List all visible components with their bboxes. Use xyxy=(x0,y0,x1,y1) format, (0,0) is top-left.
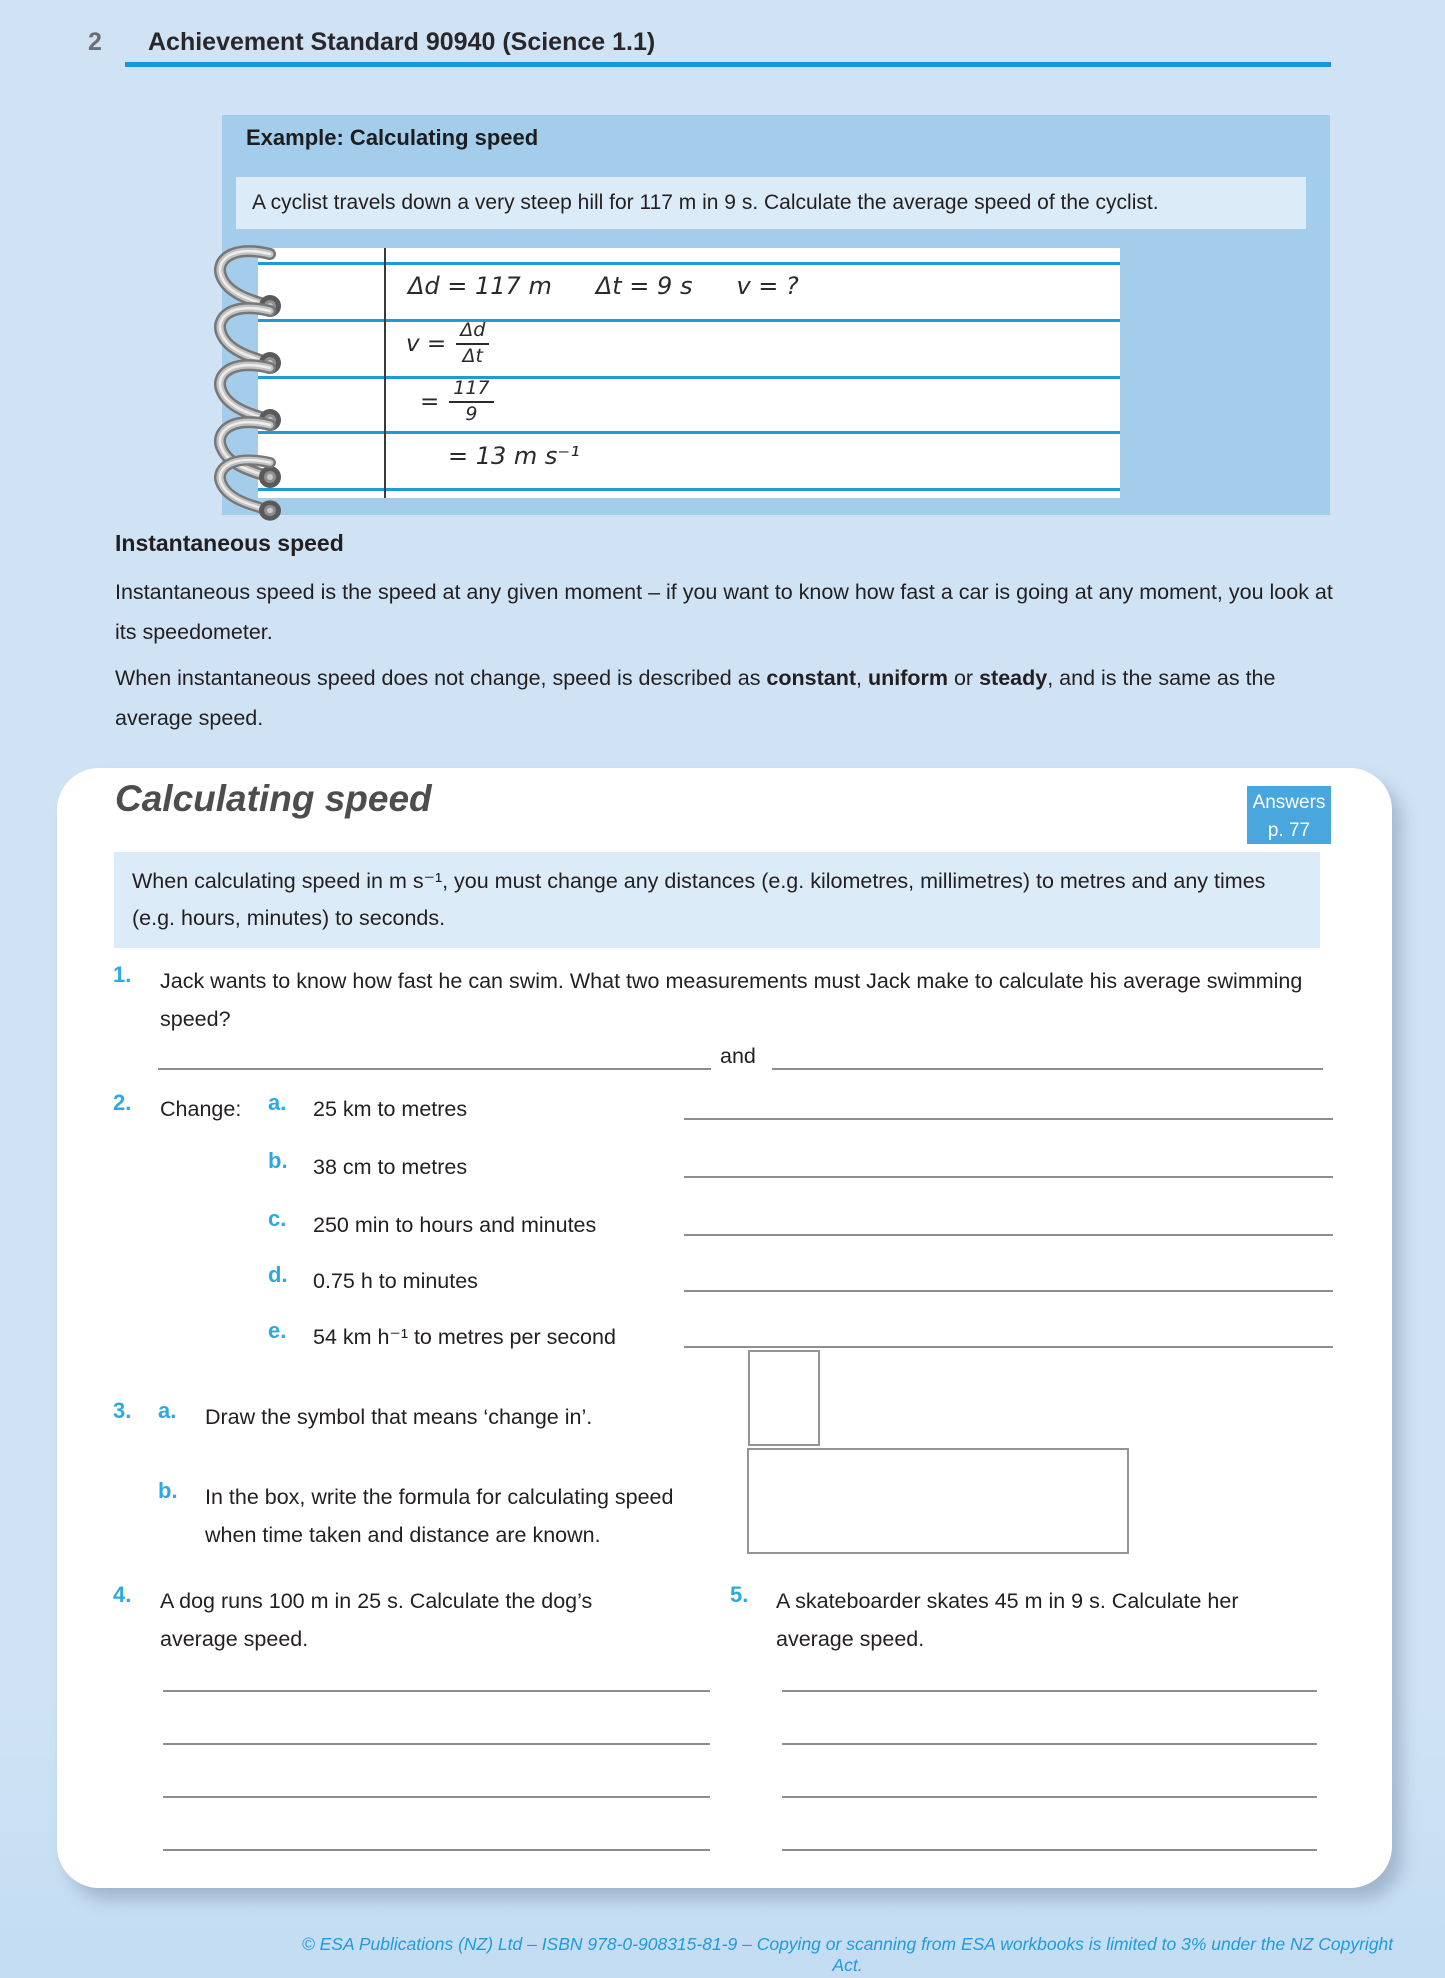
ruled-line xyxy=(258,376,1120,379)
q3b-letter: b. xyxy=(158,1478,178,1503)
question-2-number: 2. xyxy=(113,1090,132,1115)
substitution-fraction xyxy=(449,378,493,426)
worked-solution-formula xyxy=(406,320,489,368)
q2c-letter: c. xyxy=(268,1206,287,1231)
question-5-text: A skateboarder skates 45 m in 9 s. Calculate her average speed. xyxy=(776,1589,1239,1651)
answer-line-q2b[interactable] xyxy=(684,1176,1333,1178)
answers-page-badge[interactable] xyxy=(1247,786,1331,844)
q2d-text: 0.75 h to minutes xyxy=(313,1269,478,1293)
q2a-letter: a. xyxy=(268,1090,287,1115)
worked-solution-result: = 13 m s⁻¹ xyxy=(448,442,580,470)
paragraph-constant-speed xyxy=(115,658,1335,738)
substitution-lhs: = xyxy=(420,388,440,415)
answer-line-q2c[interactable] xyxy=(684,1234,1333,1236)
answer-line-q5-1[interactable] xyxy=(782,1690,1317,1692)
fraction-numerator: Δd xyxy=(456,320,489,345)
given-distance: Δd = 117 m xyxy=(408,272,552,300)
question-5-number: 5. xyxy=(730,1582,749,1607)
answer-line-q1-first[interactable] xyxy=(158,1068,711,1070)
section-heading: Instantaneous speed xyxy=(115,530,344,556)
header-rule xyxy=(125,62,1331,67)
q3a-text: Draw the symbol that means ‘change in’. xyxy=(205,1405,593,1429)
answer-line-q5-3[interactable] xyxy=(782,1796,1317,1798)
answer-line-q5-4[interactable] xyxy=(782,1849,1317,1851)
notebook-margin-line xyxy=(384,248,386,498)
copyright-footer: © ESA Publications (NZ) Ltd – ISBN 978-0-908315-81-9 – Copying or scanning from ESA workbooks is limited to 3% under the NZ Copyright Act. xyxy=(301,1934,1394,1975)
given-unknown: v = ? xyxy=(736,272,799,300)
page-number: 2 xyxy=(88,28,102,56)
question-2-label: Change: xyxy=(160,1097,242,1121)
paragraph-text: When instantaneous speed does not change, speed is described as xyxy=(115,666,767,690)
given-time: Δt = 9 s xyxy=(595,272,693,300)
bold-term-constant: constant xyxy=(766,666,857,690)
answers-badge-line2: p. 77 xyxy=(1267,819,1311,841)
formula-lhs: v = xyxy=(406,330,447,357)
question-1-text: Jack wants to know how fast he can swim. What two measurements must Jack make to calculate his average swimming speed? xyxy=(160,969,1303,1031)
ruled-line xyxy=(258,319,1120,322)
answers-badge-line1: Answers xyxy=(1252,792,1326,813)
answer-line-q4-4[interactable] xyxy=(163,1849,710,1851)
q3a-letter: a. xyxy=(158,1398,177,1423)
answer-line-q2d[interactable] xyxy=(684,1290,1333,1292)
q1-connector: and xyxy=(720,1044,756,1068)
fraction-denominator: Δt xyxy=(462,344,483,367)
ruled-line xyxy=(258,262,1120,265)
q2d-letter: d. xyxy=(268,1262,288,1287)
ruled-line xyxy=(258,488,1120,491)
q2c-text: 250 min to hours and minutes xyxy=(313,1213,597,1237)
answer-line-q2e[interactable] xyxy=(684,1346,1333,1348)
example-problem xyxy=(236,177,1306,229)
paragraph-text: , xyxy=(856,666,868,690)
example-problem-text: A cyclist travels down a very steep hill for 117 m in 9 s. Calculate the average speed of the cyclist. xyxy=(252,191,1159,214)
bold-term-steady: steady xyxy=(979,666,1048,690)
fraction-numerator: 117 xyxy=(449,378,493,403)
q2b-text: 38 cm to metres xyxy=(313,1155,468,1179)
example-panel xyxy=(222,115,1330,515)
example-title: Example: Calculating speed xyxy=(246,125,539,150)
worked-solution-givens xyxy=(408,272,843,300)
answer-line-q4-1[interactable] xyxy=(163,1690,710,1692)
formula-fraction xyxy=(456,320,489,368)
bold-term-uniform: uniform xyxy=(867,666,948,690)
notebook-illustration xyxy=(258,248,1120,498)
paragraph-instantaneous: Instantaneous speed is the speed at any given moment – if you want to know how fast a car is going at any moment, you look at its speedometer. xyxy=(115,580,1333,644)
q3b-text: In the box, write the formula for calculating speed when time taken and distance are known. xyxy=(205,1485,674,1547)
q2a-text: 25 km to metres xyxy=(313,1097,468,1121)
exercise-title: Calculating speed xyxy=(115,778,432,819)
question-1-number: 1. xyxy=(113,962,132,987)
answer-line-q5-2[interactable] xyxy=(782,1743,1317,1745)
question-4-text: A dog runs 100 m in 25 s. Calculate the dog’s average speed. xyxy=(160,1589,593,1651)
answer-line-q2a[interactable] xyxy=(684,1118,1333,1120)
answer-line-q4-2[interactable] xyxy=(163,1743,710,1745)
answer-box-formula[interactable] xyxy=(747,1448,1129,1554)
question-3-number: 3. xyxy=(113,1398,132,1423)
fraction-denominator: 9 xyxy=(465,402,478,425)
q2e-letter: e. xyxy=(268,1318,287,1343)
answer-box-symbol[interactable] xyxy=(748,1350,820,1446)
q2e-text: 54 km h⁻¹ to metres per second xyxy=(313,1325,616,1349)
answer-line-q1-second[interactable] xyxy=(772,1068,1323,1070)
spiral-binding-icon xyxy=(212,240,296,540)
info-box: When calculating speed in m s⁻¹, you must change any distances (e.g. kilometres, millimetres) to metres and any times (e.g. hours, minutes) to seconds. xyxy=(114,852,1320,948)
question-4-number: 4. xyxy=(113,1582,132,1607)
ruled-line xyxy=(258,431,1120,434)
paragraph-text: , and is the same as the average speed. xyxy=(115,666,1276,730)
q2b-letter: b. xyxy=(268,1148,288,1173)
header-title: Achievement Standard 90940 (Science 1.1) xyxy=(148,28,656,56)
answer-line-q4-3[interactable] xyxy=(163,1796,710,1798)
paragraph-text: or xyxy=(948,666,980,690)
worked-solution-substitution xyxy=(420,378,494,426)
